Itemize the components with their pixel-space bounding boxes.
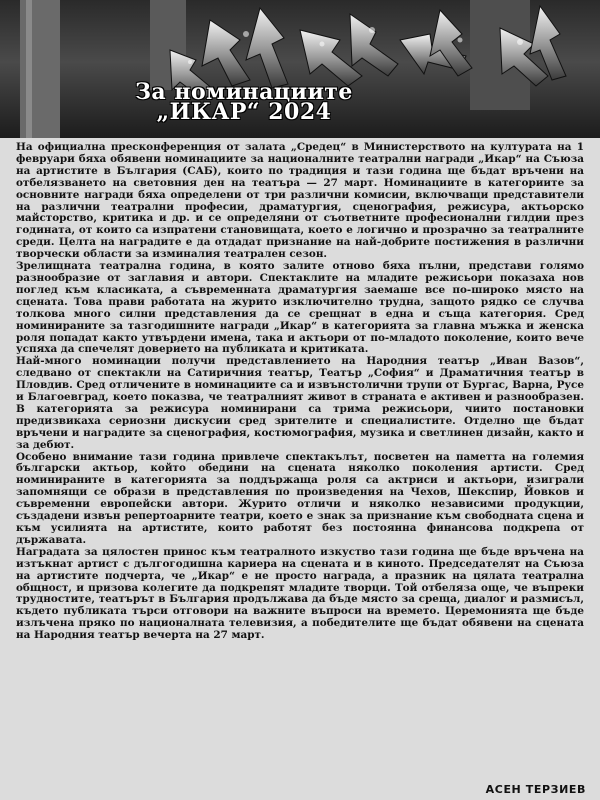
article-paragraph: Наградата за цялостен принос към театралното изкуство тази година ще бъде връчена на изтъкнат артист с дългогодишна кариера на сцената и в киното. Председателят на Съюза на артистите подчерта, че „Икар“ е не просто награда, а празник на цялата театрална общност, и призова колегите да подкрепят младите творци. Той отбеляза още, че въпреки трудностите, театърът в България продължава да бъде място за среща, диалог и размисъл, където публиката търси отговори на важните въпроси на времето. Церемонията ще бъде излъчена пряко по националната телевизия, а победителите ще бъдат обявени на сцената на Народния театър вечерта на 27 март. bbox=[16, 545, 584, 642]
headline bbox=[34, 79, 454, 125]
headline-line-2: „ИКАР“ 2024 bbox=[156, 99, 332, 125]
author-byline: АСЕН ТЕРЗИЕВ bbox=[485, 783, 586, 796]
article-paragraph: На официална пресконференция от залата „Средец“ в Министерството на културата на 1 февруари бяха обявени номинациите за националните театрални награди „Икар“ на Съюза на артистите в България (САБ), които по традиция и тази година ще бъдат връчени на отбелязването на световния ден на театъра — 27 март. Номинациите в категориите за основните награди бяха определени от три различни комисии, включващи представители на различни театрални професии, драматургия, сценография, режисура, актьорско майсторство, критика и др. и се определяни от съответните професионални гилдии през годината, от които са изпратени становищата, което е логично и прозрачно за театралните среди. Целта на наградите е да отдадат признание на най-добрите постижения в различни творчески области за изминалия театрален сезон. bbox=[16, 142, 584, 261]
article-paragraph: Най-много номинации получи представлението на Народния театър „Иван Вазов“, следвано от спектакли на Сатиричния театър, Театър „София“ и Драматичния театър в Пловдив. Сред отличените в номинациите са и извънстолични трупи от Бургас, Варна, Русе и Благоевград, което показва, че театралният живот в страната е активен и разнообразен. В категорията за режисура номинирани са трима режисьори, чиито постановки предизвикаха сериозни дискусии сред зрителите и специалистите. Отделно ще бъдат връчени и наградите за сценография, костюмография, музика и светлинен дизайн, както и за дебют. bbox=[16, 355, 584, 451]
article-paragraph: Зрелищната театрална година, в която залите отново бяха пълни, представи голямо разнообразие от заглавия и автори. Спектаклите на младите режисьори показаха нов поглед към класиката, а съвременната драматургия заемаше все по-широко място на сцената. Това прави работата на журито изключително трудна, защото рядко се случва толкова много силни представления да се срещнат в една и съща категория. Сред номинираните за тазгодишните награди „Икар“ в категорията за главна мъжка и женска роля попадат както утвърдени имена, така и актьори от по-младото поколение, които вече успяха да спечелят доверието на публиката и критиката. bbox=[16, 260, 584, 356]
headline-line-1: За номинациите bbox=[135, 79, 353, 105]
article-paragraph: Особено внимание тази година привлече спектакълът, посветен на паметта на големия български актьор, който обедини на сцената няколко поколения артисти. Сред номинираните в категорията за поддържаща роля са актриси и актьори, изиграли запомнящи се образи в представления по произведения на Чехов, Шекспир, Йовков и съвременни европейски автори. Журито отличи и няколко независими продукции, създадени извън репертоарните театри, което е знак за признание към свободната сцена и към усилията на артистите, които работят без постоянна финансова подкрепа от държавата. bbox=[16, 450, 584, 546]
article-body bbox=[16, 142, 584, 778]
statuette-photo bbox=[0, 0, 600, 138]
